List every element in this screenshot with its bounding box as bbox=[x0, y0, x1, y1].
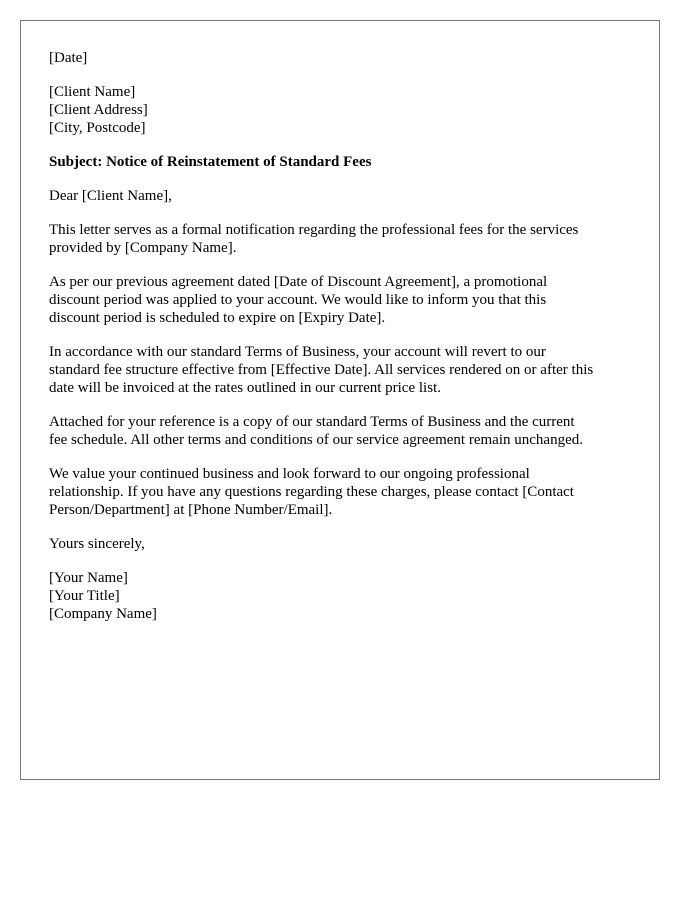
signature-name: [Your Name] bbox=[49, 570, 128, 586]
salutation bbox=[49, 187, 639, 205]
paragraph-line: provided by [Company Name]. bbox=[49, 240, 237, 256]
paragraph-line: date will be invoiced at the rates outlined in our current price list. bbox=[49, 380, 441, 396]
paragraph-line: discount period is scheduled to expire on [Expiry Date]. bbox=[49, 310, 386, 326]
paragraph-3 bbox=[49, 343, 639, 397]
recipient-address: [Client Address] bbox=[49, 102, 148, 118]
subject-text: Subject: Notice of Reinstatement of Standard Fees bbox=[49, 154, 372, 170]
recipient-city: [City, Postcode] bbox=[49, 120, 146, 136]
signature-block bbox=[49, 569, 639, 623]
recipient-name: [Client Name] bbox=[49, 84, 136, 100]
paragraph-5 bbox=[49, 465, 639, 519]
paragraph-2 bbox=[49, 273, 639, 327]
closing bbox=[49, 535, 639, 553]
paragraph-line: Attached for your reference is a copy of our standard Terms of Business and the current bbox=[49, 414, 575, 430]
signature-company: [Company Name] bbox=[49, 606, 157, 622]
letter-body bbox=[49, 49, 639, 639]
recipient-address-block bbox=[49, 83, 639, 137]
closing-text: Yours sincerely, bbox=[49, 536, 145, 552]
paragraph-line: In accordance with our standard Terms of Business, your account will revert to our bbox=[49, 344, 546, 360]
letter-page bbox=[20, 20, 660, 780]
paragraph-4 bbox=[49, 413, 639, 449]
paragraph-1 bbox=[49, 221, 639, 257]
paragraph-line: discount period was applied to your account. We would like to inform you that this bbox=[49, 292, 547, 308]
letter-subject bbox=[49, 153, 639, 171]
paragraph-line: fee schedule. All other terms and conditions of our service agreement remain unchanged. bbox=[49, 432, 583, 448]
paragraph-line: relationship. If you have any questions regarding these charges, please contact [Contact bbox=[49, 484, 574, 500]
paragraph-line: We value your continued business and look forward to our ongoing professional bbox=[49, 466, 530, 482]
paragraph-line: Person/Department] at [Phone Number/Email]. bbox=[49, 502, 333, 518]
letter-date bbox=[49, 49, 639, 67]
salutation-text: Dear [Client Name], bbox=[49, 188, 172, 204]
paragraph-line: As per our previous agreement dated [Date of Discount Agreement], a promotional bbox=[49, 274, 548, 290]
date-text: [Date] bbox=[49, 50, 88, 66]
signature-title: [Your Title] bbox=[49, 588, 120, 604]
paragraph-line: This letter serves as a formal notification regarding the professional fees for the services bbox=[49, 222, 579, 238]
paragraph-line: standard fee structure effective from [Effective Date]. All services rendered on or after this bbox=[49, 362, 594, 378]
